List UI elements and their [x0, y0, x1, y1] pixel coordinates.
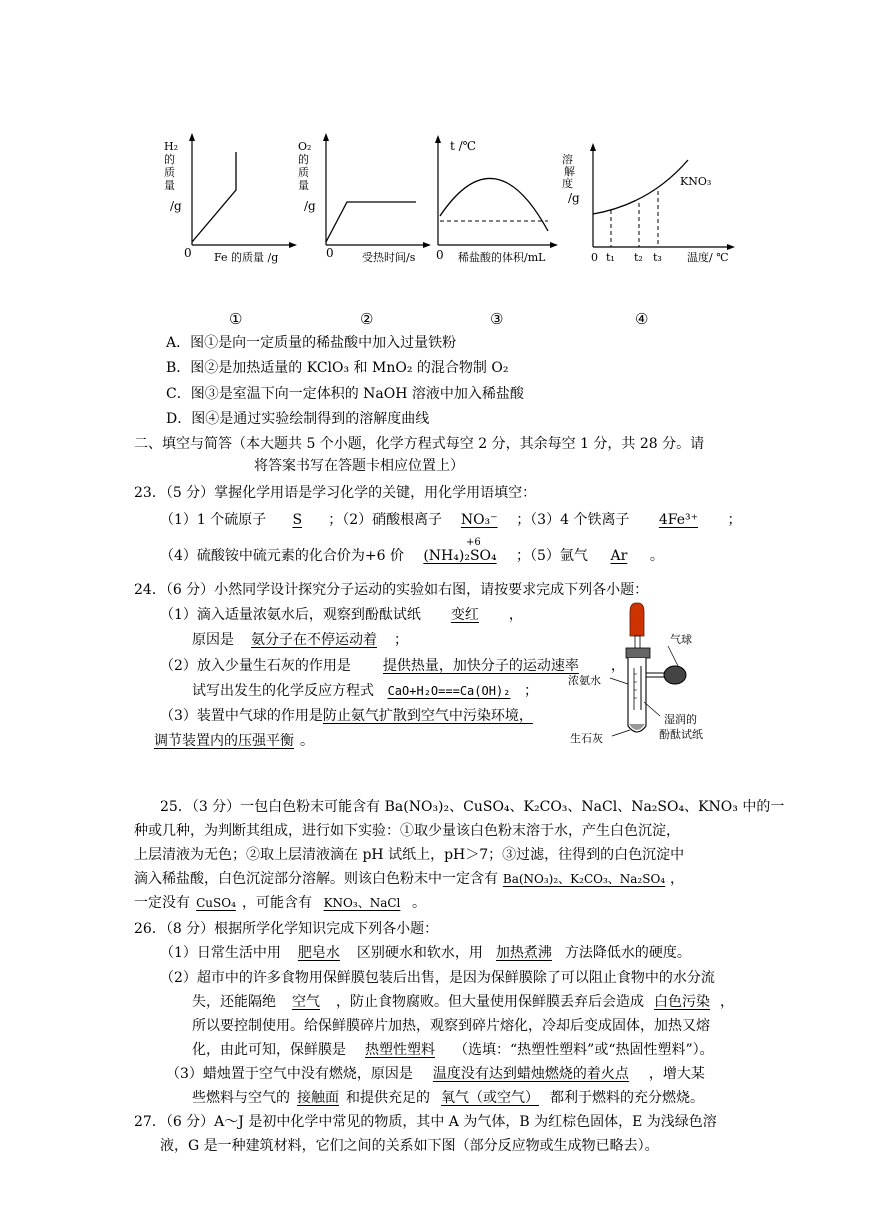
q26-line2: （2）超市中的许多食物用保鲜膜包装后出售，是因为保鲜膜除了可以阻止食物中的水分流 [160, 970, 715, 986]
graph-1-ylabel-2: 质 [164, 166, 175, 179]
q24-apparatus-figure [560, 598, 735, 748]
q24-l1-end: ， [508, 607, 523, 623]
graph-2-ylabel-3: 量 [298, 179, 309, 192]
q24-line1 [160, 605, 523, 625]
q25-line3: 上层清液为无色；②取上层清液滴在 pH 试纸上，pH＞7；③过滤，往得到的白色沉淀中 [134, 847, 685, 863]
graph-4-xlabel: 温度/ ℃ [687, 251, 729, 264]
q23-p4: （4）硫酸铵中硫元素的化合价为+6 价 [160, 548, 404, 564]
q24-a4: CaO+H₂O===Ca(OH)₂ [387, 684, 511, 698]
q24-line6 [154, 731, 314, 751]
graph-3-ylabel: t /℃ [450, 139, 477, 153]
q26-line5 [192, 1040, 714, 1060]
graph-4-curve [593, 160, 688, 214]
graph-4-tick-t1: t₁ [606, 251, 615, 264]
q25-a1: Ba(NO₃)₂、K₂CO₃、Na₂SO₄ [502, 872, 666, 886]
q26-l6-text: （3）蜡烛置于空气中没有燃烧，原因是 [166, 1066, 413, 1082]
option-d: D．图④是通过实验绘制得到的溶解度曲线 [166, 411, 430, 427]
q23-p3: ；（3）4 个铁离子 [516, 512, 630, 528]
test-tube [628, 658, 646, 732]
q24-l1-text: （1）滴入适量浓氨水后，观察到酚酞试纸 [160, 607, 421, 623]
q24-line2 [192, 630, 408, 650]
graph-1-ylabel-3: 量 [164, 179, 175, 192]
q26-l3-mid: ，防止食物腐败。但大量使用保鲜膜丢弃后会造成 [336, 994, 644, 1010]
graph-3 [435, 135, 558, 264]
q23-a3: 4Fe³⁺ [658, 512, 699, 528]
q23-end: ； [727, 512, 742, 528]
graph-1-ylabel-1: 的 [164, 153, 175, 166]
q24-l2-text: 原因是 [192, 632, 234, 648]
q26-line7 [192, 1088, 704, 1108]
q23-a2: NO₃⁻ [460, 512, 498, 528]
q23-line2 [160, 537, 664, 566]
graph-2 [298, 133, 431, 264]
q23-a4-formula: (NH₄)₂SO₄ [423, 548, 497, 564]
graph-1 [164, 133, 297, 264]
graph-1-origin: 0 [184, 246, 192, 260]
q26-l6-end: ，增大某 [648, 1066, 705, 1082]
q26-a6: 温度没有达到蜡烛燃烧的着火点 [432, 1066, 629, 1082]
q24-line3 [160, 656, 625, 676]
section-2-heading-cont: 将答案书写在答题卡相应位置上） [254, 458, 464, 474]
q24-l4-text: 试写出发生的化学反应方程式 [192, 683, 374, 699]
q23-a5: Ar [610, 548, 628, 564]
label-paper-2: 酚酞试纸 [659, 728, 703, 741]
q26-line3 [192, 992, 734, 1012]
q26-line1 [160, 943, 691, 963]
q25-a2: CuSO₄ [196, 896, 236, 910]
graph-4-ylabel-1: 解 [564, 165, 575, 178]
option-b: B．图②是加热适量的 KClO₃ 和 MnO₂ 的混合物制 O₂ [166, 360, 509, 376]
graph-num-4: ④ [635, 310, 649, 328]
graph-2-curve [326, 202, 416, 242]
q24-l3-text: （2）放入少量生石灰的作用是 [160, 658, 351, 674]
q23-p1: （1）1 个硫原子 [160, 512, 267, 528]
graph-2-ylabel-2: 质 [298, 166, 309, 179]
q25-a3: KNO₃、NaCl [323, 896, 401, 910]
q25-line5 [134, 893, 426, 913]
q26-a4: 白色污染 [654, 994, 710, 1010]
graph-4-tick-t3: t₃ [653, 251, 662, 264]
q23-line1 [160, 510, 741, 530]
graph-1-curve [192, 152, 236, 242]
q23-a4 [404, 537, 516, 566]
q26-l7-mid: 和提供充足的 [346, 1090, 430, 1106]
graph-4-ylabel-0: 溶 [562, 153, 573, 166]
q24-a5-cont: 调节装置内的压强平衡 [154, 733, 294, 749]
graph-4-tick-t2: t₂ [634, 251, 643, 264]
graph-3-curve [440, 178, 548, 231]
label-lime: 生石灰 [570, 732, 603, 745]
option-a: A．图①是向一定质量的稀盐酸中加入过量铁粉 [166, 335, 457, 351]
q26-a3: 空气 [292, 994, 320, 1010]
q26-l5-text: 化，由此可知，保鲜膜是 [192, 1042, 346, 1058]
q26-l3-text: 失，还能隔绝 [192, 994, 276, 1010]
q25-line4 [134, 869, 684, 889]
q26-stem: 26．（8 分）根据所学化学知识完成下列各小题： [134, 921, 439, 937]
q24-l3-end: ， [610, 658, 625, 674]
graph-2-origin: 0 [326, 246, 334, 260]
q25-l5-text: 一定没有 [134, 895, 190, 911]
graph-1-yunit: /g [170, 199, 182, 213]
label-ammonia: 浓氨水 [568, 674, 601, 687]
q24-line5 [160, 706, 559, 726]
label-balloon: 气球 [670, 633, 692, 646]
q23-stem: 23．（5 分）掌握化学用语是学习化学的关键，用化学用语填空： [134, 485, 537, 501]
q26-a2: 加热煮沸 [495, 945, 552, 961]
graph-num-2: ② [360, 310, 374, 328]
graph-4 [562, 143, 735, 264]
q26-l1-mid: 区别硬水和软水，用 [356, 945, 483, 961]
q24-l4-end: ； [524, 683, 538, 699]
q26-l7-text: 些燃料与空气的 [192, 1090, 290, 1106]
q26-a7: 接触面 [297, 1090, 339, 1106]
q24-l2-end: ； [394, 632, 408, 648]
q24-a5: 防止氨气扩散到空气中污染环境， [322, 708, 533, 724]
graph-4-origin: 0 [591, 251, 598, 264]
q24-a2: 氨分子在不停运动着 [251, 632, 377, 648]
graphs-figure [150, 130, 750, 330]
q24-stem: 24．（6 分）小然同学设计探究分子运动的实验如右图，请按要求完成下列各小题： [134, 582, 649, 598]
q26-l1-text: （1）日常生活中用 [160, 945, 281, 961]
q26-a1: 肥皂水 [297, 945, 340, 961]
graph-3-origin: 0 [436, 248, 444, 262]
graph-4-ylabel-2: 度 [562, 177, 573, 190]
q25-l5-end: 。 [412, 895, 426, 911]
q24-a1: 变红 [450, 607, 479, 623]
q24-line4 [192, 681, 538, 701]
q26-l5-end: （选填：“热塑性塑料”或“热固性塑料”）。 [454, 1042, 714, 1058]
option-c: C．图③是室温下向一定体积的 NaOH 溶液中加入稀盐酸 [166, 386, 524, 402]
graph-2-ylabel-1: 的 [298, 153, 309, 166]
q25-line1: 25．（3 分）一包白色粉末可能含有 Ba(NO₃)₂、CuSO₄、K₂CO₃、NaCl、Na₂SO₄、KNO₃ 中的一 [160, 799, 785, 815]
q23-a4-sup: +6 [466, 537, 481, 548]
graph-2-ylabel-0: O₂ [298, 140, 312, 153]
q26-l1-end: 方法降低水的硬度。 [564, 945, 691, 961]
q25-l4-end: ， [670, 871, 684, 887]
graph-num-3: ③ [490, 310, 504, 328]
stopper [626, 648, 650, 658]
q23-a1: S [292, 512, 303, 528]
graph-3-xlabel: 稀盐酸的体积/mL [458, 251, 546, 264]
graph-1-xlabel: Fe 的质量 /g [214, 251, 279, 264]
balloon [664, 666, 686, 684]
q25-line2: 种或几种，为判断其组成，进行如下实验：①取少量该白色粉末溶于水，产生白色沉淀， [134, 823, 680, 839]
q27-line1: 27．（6 分）A～J 是初中化学中常见的物质，其中 A 为气体，B 为红棕色固体，E 为浅绿色溶 [134, 1114, 717, 1130]
q25-l5-mid: ，可能含有 [242, 895, 312, 911]
q26-l3-end: ， [720, 994, 734, 1010]
q23-p5: ；（5）氩气 [516, 548, 588, 564]
graph-4-yunit: /g [568, 191, 580, 205]
section-2-heading: 二、填空与简答（本大题共 5 个小题，化学方程式每空 2 分，其余每空 1 分，共 28 分。请 [134, 436, 705, 452]
q26-a8: 氧气（或空气） [441, 1090, 539, 1106]
graph-1-ylabel-0: H₂ [164, 140, 179, 153]
graph-2-xlabel: 受热时间/s [362, 251, 416, 264]
dropper-bulb [630, 603, 644, 636]
graph-4-curve-label: KNO₃ [680, 175, 712, 188]
q26-l7-end: 都利于燃料的充分燃烧。 [550, 1090, 704, 1106]
q26-line4: 所以要控制使用。给保鲜膜碎片加热，观察到碎片熔化，冷却后变成固体，加热又熔 [192, 1018, 710, 1034]
q26-line6 [166, 1064, 705, 1084]
label-paper-1: 湿润的 [664, 713, 697, 726]
q24-l6-end: 。 [300, 733, 314, 749]
q25-l4-text: 滴入稀盐酸，白色沉淀部分溶解。则该白色粉末中一定含有 [134, 871, 498, 887]
q24-a3: 提供热量，加快分子的运动速率 [382, 658, 579, 674]
q23-end2: 。 [649, 548, 664, 564]
graph-num-1: ① [229, 310, 243, 328]
q26-a5: 热塑性塑料 [365, 1042, 435, 1058]
q24-l5-text: （3）装置中气球的作用是 [160, 708, 323, 724]
q23-p2: ；（2）硝酸根离子 [328, 512, 443, 528]
graph-2-yunit: /g [304, 199, 316, 213]
q27-line2: 液，G 是一种建筑材料，它们之间的关系如下图（部分反应物或生成物已略去）。 [160, 1138, 659, 1154]
